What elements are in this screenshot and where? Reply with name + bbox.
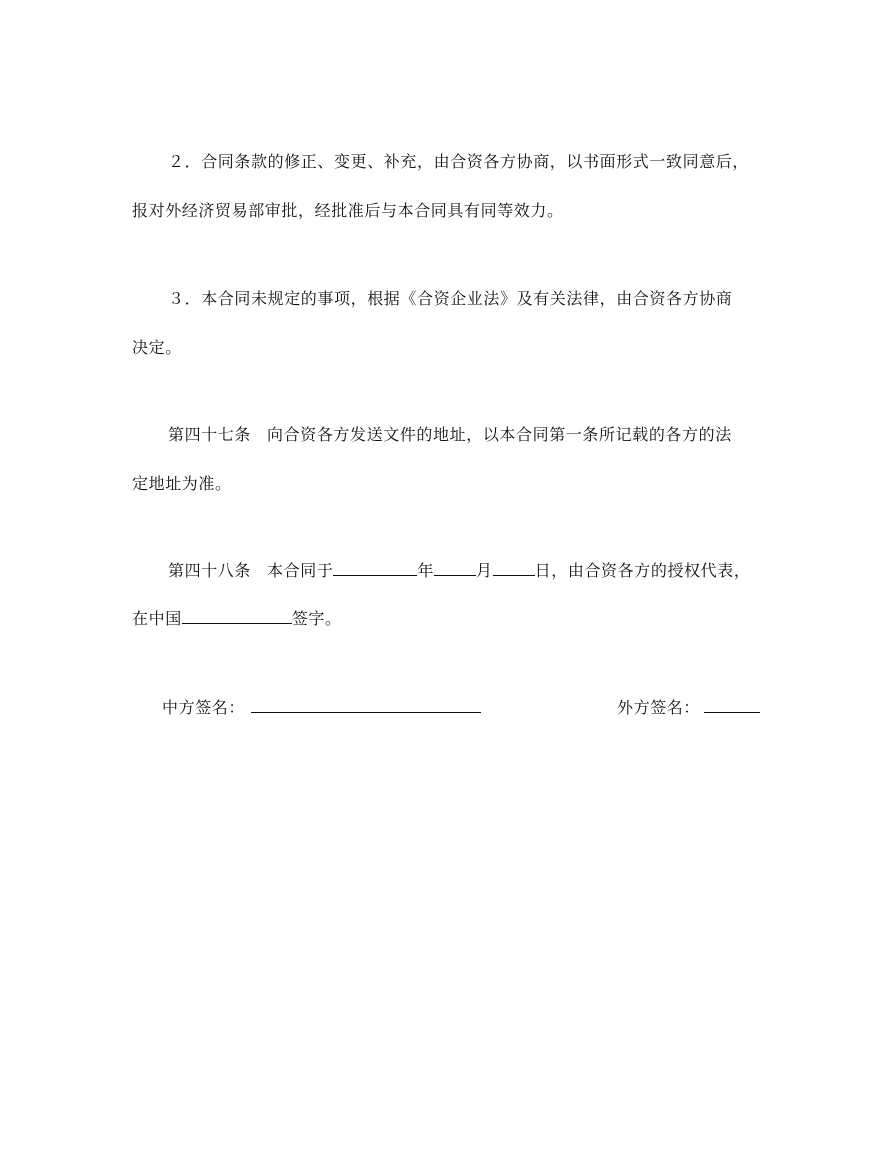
clause-3-line-2: 决定。 xyxy=(132,338,182,357)
article-47-line-2: 定地址为准。 xyxy=(132,474,232,493)
month-label: 月 xyxy=(476,561,493,580)
article-48-line-1 xyxy=(168,561,750,581)
foreign-party-signature-line xyxy=(704,698,760,713)
place-suffix: 签字。 xyxy=(291,609,342,628)
chinese-party-signature-line xyxy=(251,698,481,713)
foreign-party-label: 外方签名： xyxy=(617,698,701,717)
clause-2-line-1: ２．合同条款的修正、变更、补充，由合资各方协商，以书面形式一致同意后， xyxy=(168,152,750,171)
chinese-party-signature xyxy=(162,698,481,718)
chinese-party-label: 中方签名： xyxy=(162,698,246,717)
article-48-text: 本合同于 xyxy=(267,561,334,580)
day-label: 日，由合资各方的授权代表， xyxy=(534,561,751,580)
article-47-line-1 xyxy=(168,425,732,445)
clause-2-line-2: 报对外经济贸易部审批，经批准后与本合同具有同等效力。 xyxy=(132,201,564,220)
article-48-heading: 第四十八条 xyxy=(168,561,252,580)
place-prefix: 在中国 xyxy=(132,609,182,628)
year-blank xyxy=(333,561,417,576)
year-label: 年 xyxy=(417,561,435,580)
clause-3-line-1: ３．本合同未规定的事项，根据《合资企业法》及有关法律，由合资各方协商 xyxy=(168,289,733,308)
foreign-party-signature xyxy=(617,698,760,718)
article-47-heading: 第四十七条 xyxy=(168,425,252,444)
article-47-text: 向合资各方发送文件的地址，以本合同第一条所记载的各方的法 xyxy=(267,425,732,444)
place-blank xyxy=(182,609,292,624)
month-blank xyxy=(434,561,476,576)
day-blank xyxy=(493,561,535,576)
article-48-line-2 xyxy=(132,609,342,629)
